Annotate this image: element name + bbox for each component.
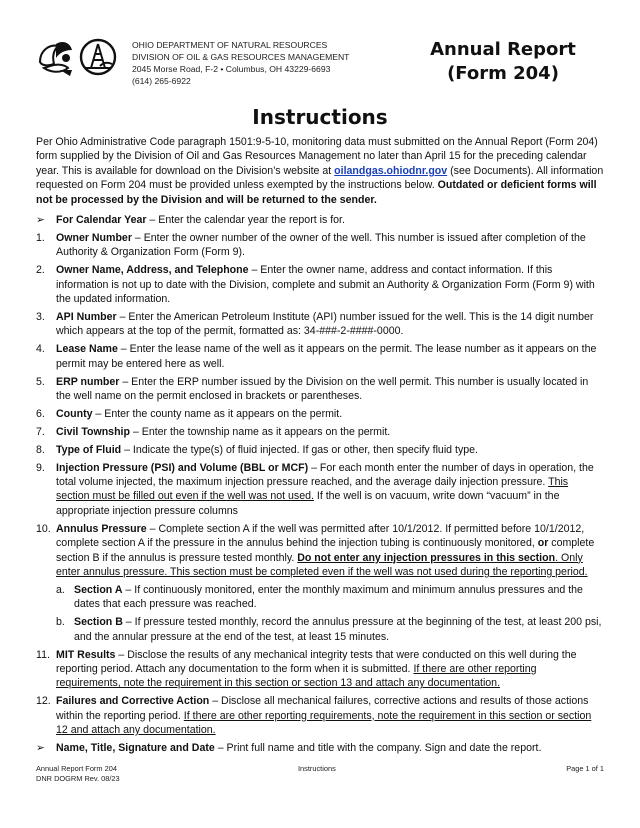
report-title-line1: Annual Report — [430, 39, 576, 60]
list-item — [36, 425, 604, 439]
item-label: Owner Name, Address, and Telephone — [56, 264, 249, 277]
list-item — [36, 231, 604, 260]
item-label: For Calendar Year — [56, 214, 147, 227]
agency-line: 2045 Morse Road, F-2 • Columbus, OH 43229-6693 — [132, 64, 331, 74]
item-label: Owner Number — [56, 231, 132, 244]
agency-line: (614) 265-6922 — [132, 76, 191, 86]
item-label: Type of Fluid — [56, 443, 122, 456]
item-underlined-text: If there are other reporting requirements, note the requirement in this section or section 12 and attach any documentation. — [56, 709, 592, 737]
report-title-line2: (Form 204) — [447, 63, 559, 84]
item-text: – If continuously monitored, enter the monthly maximum and minimum annulus pressures and the dates that each pressure was reached. — [74, 583, 583, 611]
website-link[interactable]: oilandgas.ohiodnr.gov — [334, 164, 448, 177]
item-label: ERP number — [56, 375, 120, 388]
list-item — [36, 648, 604, 691]
arrow-bullet-icon: ➢ — [36, 214, 45, 227]
intro-text: Per Ohio Administrative Code paragraph 1501:9-5-10, monitoring data must submitted on the Annual Report (Form 204) form supplied by the Division of Oil and Gas Resources Management no later than April 15 for the preceding calendar year. This is available for download on the Division’s website at — [36, 136, 598, 177]
item-text: – Enter the owner number of the owner of the well. This number is issued after completion of the Authority & Organization Form (Form 9). — [56, 231, 586, 259]
intro-text: (see Documents). All information requested on Form 204 must be provided unless exempted by the instructions below. — [36, 164, 604, 192]
item-number: 7. — [36, 425, 45, 438]
leaf-logo-icon — [40, 42, 72, 76]
page-title: Instructions — [252, 105, 388, 129]
item-number: 9. — [36, 461, 45, 474]
list-item — [36, 522, 604, 580]
item-text: – Print full name and title with the company. Sign and date the report. — [214, 741, 542, 754]
list-item — [36, 213, 604, 227]
item-number: 1. — [36, 231, 45, 244]
footer-center: Instructions — [298, 764, 336, 773]
item-text: – Disclose all mechanical failures, corrective actions and results of those actions within the reporting period. — [56, 695, 589, 722]
item-number: 12. — [36, 695, 51, 708]
sub-list-item — [36, 583, 604, 612]
item-bold-text: or — [537, 537, 549, 550]
item-text: – Enter the American Petroleum Institute (API) number issued for the well. This is the 14 digit number which appears at the top of the permit, formatted as: 34-###-2-####-0000. — [56, 310, 594, 338]
list-item — [36, 741, 604, 755]
item-label: Section A — [74, 583, 123, 596]
item-text: – Indicate the type(s) of fluid injected. If gas or other, then specify fluid type. — [121, 443, 478, 456]
item-text: – Enter the calendar year the report is for. — [146, 214, 345, 227]
item-underlined-text: This section must be filled out even if the well was not used. — [56, 476, 569, 503]
item-text: – If pressure tested monthly, record the annulus pressure at the beginning of the test, at least 200 psi, and the annular pressure at the end of the test, at least 15 minutes. — [74, 616, 602, 643]
list-item — [36, 342, 604, 371]
item-number: 10. — [36, 522, 51, 535]
item-label: Injection Pressure (PSI) and Volume (BBL or MCF) — [56, 461, 309, 474]
item-label: Section B — [74, 616, 123, 629]
sub-list-item — [36, 615, 604, 644]
list-item — [36, 443, 604, 457]
item-number: 8. — [36, 443, 45, 456]
item-underlined-text: . Only enter annulus pressure. This section must be completed even if the well was not used during the reporting period. — [56, 551, 588, 578]
item-label: Lease Name — [56, 343, 118, 356]
item-text: – Complete section A if the well was permitted after 10/1/2012. If permitted before 10/1/2012, complete section A if the pressure in the annulus behind the injection tubing is continuously monitored, — [56, 522, 585, 550]
item-number: 6. — [36, 407, 45, 420]
item-number: 2. — [36, 264, 45, 277]
item-text: – Enter the owner name, address and contact information. If this information is not up to date with the Division, complete and submit an Authority & Organization Form (Form 9) with the updated information. — [56, 264, 595, 306]
item-label: Name, Title, Signature and Date — [56, 741, 215, 754]
list-item — [36, 461, 604, 519]
item-text: – Enter the township name as it appears on the permit. — [129, 425, 391, 438]
list-item — [36, 375, 604, 404]
footer-form-name: Annual Report Form 204 — [36, 764, 117, 773]
item-text: – Enter the county name as it appears on the permit. — [92, 407, 343, 420]
report-title — [418, 38, 588, 86]
list-item — [36, 407, 604, 421]
item-number: 11. — [36, 648, 50, 661]
item-text: – Enter the lease name of the well as it appears on the permit. The lease number as it appears on the permit may be entered here as well. — [56, 343, 597, 370]
arrow-bullet-icon: ➢ — [36, 741, 45, 754]
footer-page-number: Page 1 of 1 — [566, 764, 604, 773]
footer-revision: DNR DOGRM Rev. 08/23 — [36, 774, 120, 783]
document-header — [36, 36, 604, 90]
item-text: – Disclose the results of any mechanical integrity tests that were conducted on this well during the reporting period. Attach any documentation to the form when it is submitted. — [56, 648, 577, 675]
oil-derrick-logo-icon — [81, 40, 115, 74]
item-label: Civil Township — [56, 425, 130, 438]
list-item — [36, 310, 604, 339]
item-text: – For each month enter the number of days in operation, the total volume injected, the maximum injection pressure reached, and the average daily injection pressure. — [56, 461, 594, 489]
item-text: complete section B if the annulus is pressure tested monthly. — [56, 537, 595, 564]
item-label: Annulus Pressure — [56, 522, 147, 535]
intro-paragraph — [36, 135, 604, 207]
item-bold-underlined-text: Do not enter any injection pressures in this section — [297, 551, 556, 564]
sub-item-letter: b. — [56, 616, 65, 629]
logo-group — [36, 36, 122, 78]
item-number: 3. — [36, 310, 45, 323]
sub-item-letter: a. — [56, 583, 65, 596]
list-item — [36, 694, 604, 737]
item-underlined-text: If there are other reporting requirements, note the requirement in this section or section 13 and attach any documentation. — [56, 662, 537, 690]
agency-line: OHIO DEPARTMENT OF NATURAL RESOURCES — [132, 40, 328, 50]
item-label: API Number — [56, 310, 117, 323]
item-label: County — [56, 407, 93, 420]
odnr-logo — [36, 36, 122, 78]
agency-address-block — [132, 39, 349, 87]
item-label: MIT Results — [56, 648, 116, 661]
intro-warning: Outdated or deficient forms will not be processed by the Division and will be returned to the sender. — [36, 179, 597, 206]
item-number: 5. — [36, 375, 45, 388]
item-label: Failures and Corrective Action — [56, 695, 210, 708]
item-text: – Enter the ERP number issued by the Division on the well permit. This number is usually located in the well name on the permit enclosed in brackets or parentheses. — [56, 375, 589, 402]
instructions-body — [36, 135, 604, 759]
list-item — [36, 263, 604, 306]
footer-left — [36, 764, 120, 784]
item-text: If the well is on vacuum, write down “vacuum” in the appropriate injection pressure columns — [56, 490, 560, 517]
item-number: 4. — [36, 343, 45, 356]
agency-line: DIVISION OF OIL & GAS RESOURCES MANAGEMENT — [132, 52, 350, 62]
